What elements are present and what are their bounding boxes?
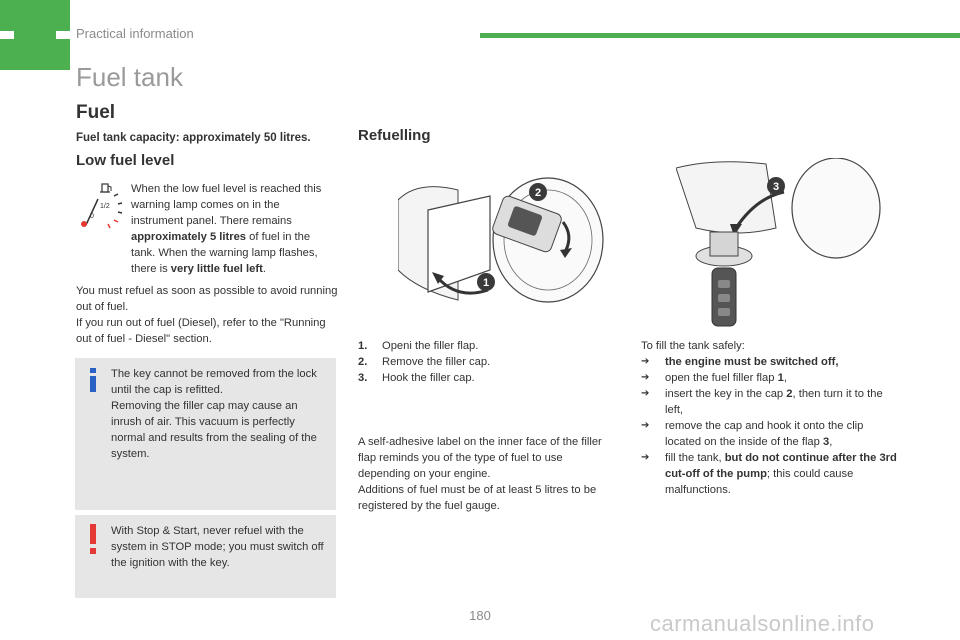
fuel-capacity: Fuel tank capacity: approximately 50 litres. — [76, 132, 311, 144]
watermark: carmanualsonline.info — [650, 611, 875, 636]
info-line-2: Removing the filler cap may cause an inrush of air. This vacuum is perfectly normal and results from the sealing of the system. — [111, 400, 317, 460]
list-item: ➔ insert the key in the cap 2, then turn it to the left, — [641, 388, 883, 416]
list-item: ➔ fill the tank, but do not continue after the 3rd cut-off of the pump; this could cause malfunctions. — [641, 452, 897, 496]
list-item: ➔ remove the cap and hook it onto the clip located on the inside of the flap 3, — [641, 420, 864, 448]
info-icon — [84, 368, 102, 392]
page-number: 180 — [469, 608, 491, 623]
low-fuel-advice: You must refuel as soon as possible to avoid running out of fuel. If you run out of fuel (Diesel), refer to the "Running out of fuel - Diesel" section. — [76, 285, 338, 345]
page-title: Fuel tank — [76, 62, 183, 92]
safe-fill-list — [641, 338, 901, 498]
heading-low-fuel: Low fuel level — [76, 152, 175, 169]
marker-3: 3 — [772, 181, 780, 193]
gauge-zero-label: 0 — [90, 213, 94, 220]
warning-box — [75, 515, 336, 598]
refuel-steps — [358, 338, 608, 386]
chapter-tab-notch — [0, 31, 14, 39]
list-item: 2. Remove the filler cap. — [358, 356, 491, 368]
list-item: ➔ the engine must be switched off, — [641, 356, 839, 368]
warning-exclamation-icon — [84, 524, 102, 554]
info-box — [75, 358, 336, 510]
gauge-half-label: 1/2 — [100, 203, 110, 210]
list-item: 3. Hook the filler cap. — [358, 372, 475, 384]
fuel-gauge-warning-icon — [78, 178, 128, 232]
section-label: Practical information — [76, 26, 194, 41]
fuel-label-note: A self-adhesive label on the inner face of the filler flap reminds you of the type of fuel to use depending on your engine. Additions of fuel must be of at least 5 litres to be registered by the fuel gauge. — [358, 436, 602, 512]
list-item: 1. Openi the filler flap. — [358, 340, 479, 352]
marker-2: 2 — [534, 187, 542, 199]
heading-fuel: Fuel — [76, 102, 116, 123]
heading-refuelling: Refuelling — [358, 127, 431, 144]
filler-flap-illustration — [398, 160, 610, 310]
list-item: ➔ open the fuel filler flap 1, — [641, 372, 787, 384]
marker-1: 1 — [482, 277, 490, 289]
warning-text: With Stop & Start, never refuel with the system in STOP mode; you must switch off the ignition with the key. — [111, 525, 324, 569]
header-rule — [480, 33, 960, 38]
safe-fill-intro: To fill the tank safely: — [641, 340, 745, 352]
chapter-tab-notch — [56, 31, 70, 39]
info-line-1: The key cannot be removed from the lock until the cap is refitted. — [111, 368, 317, 396]
low-fuel-warning-text: When the low fuel level is reached this warning lamp comes on in the instrument panel. There remains approximately 5 litres of fuel in the tank. When the warning lamp flashes, there is very little fuel left. — [131, 183, 322, 275]
cap-hook-illustration — [676, 158, 886, 334]
